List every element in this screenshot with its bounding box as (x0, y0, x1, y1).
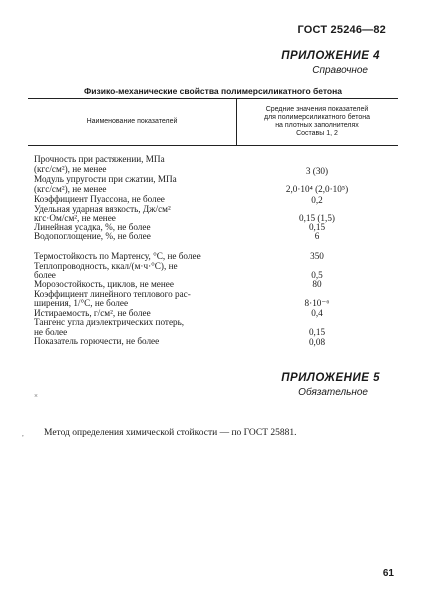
table-row-value: 0,5 (311, 270, 323, 280)
table-row-label: Термостойкость по Мартенсу, °С, не более (34, 251, 201, 261)
table-row-label: Морозостойкость, циклов, не менее (34, 279, 174, 289)
table-row-label: Модуль упругости при сжатии, МПа (34, 174, 177, 184)
appendix-5-subtitle: Обязательное (298, 387, 368, 398)
table-title: Физико-механические свойства полимерсиликатного бетона (84, 86, 342, 96)
appendix-4-subtitle: Справочное (312, 65, 368, 76)
table-row-label: Линейная усадка, %, не более (34, 222, 151, 232)
table-row-label: (кгс/см²), не менее (34, 184, 107, 194)
table-row-value: 80 (312, 279, 322, 289)
table-row-value: 0,08 (308, 337, 326, 347)
appendix-4-title: ПРИЛОЖЕНИЕ 4 (281, 50, 380, 62)
table-row-label: Теплопроводность, ккал/(м·ч·°С), не (34, 261, 178, 271)
table-row-value: 0,4 (311, 308, 323, 318)
table-row-value: 350 (310, 251, 324, 261)
table-row-label: более (34, 270, 56, 280)
column-header-values-line: Составы 1, 2 (296, 130, 338, 137)
table-row-value: 2,0·10⁴ (2,0·10⁵) (285, 184, 349, 194)
table-row-label: Водопоглощение, %, не более (34, 231, 151, 241)
table-row-label: Показатель горючести, не более (34, 336, 160, 346)
table-row-label: Истираемость, г/см², не более (34, 308, 151, 318)
table-row-value: 8·10⁻⁶ (304, 298, 330, 308)
table-row-label: (кгс/см²), не менее (34, 164, 107, 174)
scan-mark: , (22, 430, 24, 438)
table-row-value: 0,15 (308, 222, 326, 232)
table-row-value: 0,2 (311, 195, 323, 205)
scan-mark: × (34, 392, 38, 400)
page-number: 61 (382, 568, 394, 579)
column-header-values-line: для полимерсиликатного бетона (264, 114, 370, 121)
table-row-value: 0,15 (1,5) (299, 213, 335, 223)
table-row-value: 0,15 (308, 327, 326, 337)
column-header-name: Наименование показателей (86, 118, 178, 125)
method-reference-text: Метод определения химической стойкости — по ГОСТ 25881. (44, 428, 297, 438)
table-row-value: 3 (30) (305, 166, 329, 176)
table-row-label: кгс·Ом/см², не менее (34, 213, 116, 223)
column-header-values-line: Средние значения показателей (265, 106, 369, 113)
table-row-label: Тангенс угла диэлектрических потерь, (34, 317, 185, 327)
table-row-value: 6 (314, 231, 320, 241)
table-row-label: Прочность при растяжении, МПа (34, 154, 165, 164)
table-row-label: Удельная ударная вязкость, Дж/см² (34, 204, 171, 214)
table-row-label: Коэффициент линейного теплового рас- (34, 289, 191, 299)
table-row-label: не более (34, 327, 68, 337)
column-header-values-line: на плотных заполнителях (275, 122, 359, 129)
table-row-label: ширения, 1/°С, не более (34, 298, 129, 308)
standard-number: ГОСТ 25246—82 (297, 24, 386, 36)
table-row-label: Коэффициент Пуассона, не более (34, 194, 165, 204)
appendix-5-title: ПРИЛОЖЕНИЕ 5 (281, 372, 380, 384)
